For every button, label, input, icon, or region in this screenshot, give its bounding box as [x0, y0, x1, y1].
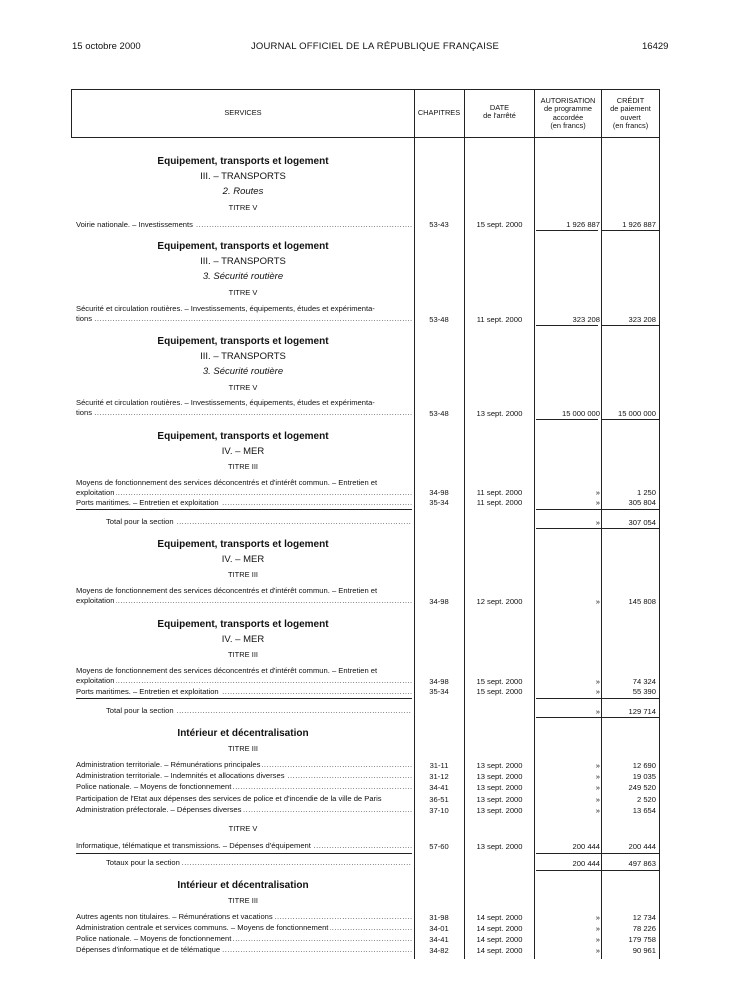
row-chapitre: 53-48 — [429, 315, 449, 324]
row-label-line: Moyens de fonctionnement des services déconcentrés et d'intérêt commun. – Entretien et — [76, 666, 378, 675]
section-title: Intérieur et décentralisation — [177, 880, 309, 891]
row-total-label: Total pour la section ..... — [106, 706, 412, 715]
section-subtitle: III. – TRANSPORTS — [200, 256, 286, 267]
row-chapitre: 31-11 — [429, 761, 449, 770]
col-divider-autorisation — [534, 89, 535, 959]
amount-underline — [602, 419, 659, 420]
row-autorisation: 15 000 000 — [561, 409, 600, 418]
row-chapitre: 34-01 — [429, 924, 449, 933]
amount-underline — [536, 230, 598, 231]
row-label: Autres agents non titulaires. – Rémunérations et vacations ..... — [76, 912, 412, 921]
row-label-line: Sécurité et circulation routières. – Investissements, équipements, études et expérimenta- — [76, 304, 375, 313]
section-subtitle: III. – TRANSPORTS — [200, 171, 286, 182]
row-credit: 78 226 — [632, 924, 656, 933]
row-date: 14 sept. 2000 — [476, 924, 523, 933]
row-credit: 1 926 887 — [622, 220, 656, 229]
colhead-date: DATE de l'arrêté — [483, 103, 516, 121]
rule — [536, 717, 659, 718]
row-autorisation: » — [595, 946, 600, 955]
row-label: Dépenses d'informatique et de télématique ..... — [76, 945, 412, 954]
row-label: Police nationale. – Moyens de fonctionnement ..... — [76, 782, 412, 791]
row-credit: 15 000 000 — [617, 409, 656, 418]
row-label: Voirie nationale. – Investissements ..... — [76, 220, 412, 229]
section-subtitle: III. – TRANSPORTS — [200, 351, 286, 362]
row-date: 13 sept. 2000 — [476, 783, 523, 792]
row-credit: 200 444 — [628, 842, 656, 851]
row-label: Ports maritimes. – Entretien et exploitation ..... — [76, 498, 412, 507]
section-titre: TITRE III — [228, 650, 258, 659]
row-label: Administration préfectorale. – Dépenses diverses ..... — [76, 805, 412, 814]
row-credit: 145 808 — [628, 597, 656, 606]
row-autorisation: » — [595, 498, 600, 507]
row-label: Ports maritimes. – Entretien et exploitation ..... — [76, 687, 412, 696]
row-label: Participation de l'Etat aux dépenses des services de police et d'incendie de la ville de Paris — [76, 794, 382, 803]
row-label: exploitation ..... — [76, 488, 412, 497]
row-chapitre: 34-98 — [429, 677, 449, 686]
row-chapitre: 34-41 — [429, 935, 449, 944]
row-total-autorisation: » — [595, 707, 600, 716]
row-total-credit: 497 863 — [628, 859, 656, 868]
section-title: Intérieur et décentralisation — [177, 728, 309, 739]
row-label: tions ..... — [76, 408, 412, 417]
rule — [536, 853, 659, 854]
row-date: 12 sept. 2000 — [476, 597, 523, 606]
section-title: Equipement, transports et logement — [157, 336, 329, 347]
amount-underline — [602, 325, 659, 326]
colhead-services: SERVICES — [224, 108, 262, 117]
table-top-border — [71, 89, 660, 90]
row-credit: 2 520 — [636, 795, 656, 804]
section-title: Equipement, transports et logement — [157, 619, 329, 630]
row-chapitre: 36-51 — [429, 795, 449, 804]
row-credit: 55 390 — [632, 687, 656, 696]
row-label-line: Sécurité et circulation routières. – Investissements, équipements, études et expérimenta- — [76, 398, 375, 407]
row-label: Administration centrale et services communs. – Moyens de fonctionnement ..... — [76, 923, 412, 932]
amount-underline — [536, 419, 598, 420]
row-credit: 13 654 — [632, 806, 656, 815]
row-date: 13 sept. 2000 — [476, 806, 523, 815]
row-credit: 12 690 — [632, 761, 656, 770]
row-chapitre: 57-60 — [429, 842, 449, 851]
row-date: 15 sept. 2000 — [476, 687, 523, 696]
section-title: Equipement, transports et logement — [157, 241, 329, 252]
header-journal-title: JOURNAL OFFICIEL DE LA RÉPUBLIQUE FRANÇAISE — [250, 41, 500, 52]
row-date: 13 sept. 2000 — [476, 409, 523, 418]
row-chapitre: 34-98 — [429, 488, 449, 497]
rule — [536, 528, 659, 529]
rule — [76, 853, 412, 854]
row-chapitre: 37-10 — [429, 806, 449, 815]
section-titre: TITRE V — [228, 824, 258, 833]
row-total-autorisation: 200 444 — [572, 859, 600, 868]
rule — [536, 870, 659, 871]
row-date: 13 sept. 2000 — [476, 772, 523, 781]
row-chapitre: 35-34 — [429, 687, 449, 696]
row-autorisation: » — [595, 761, 600, 770]
row-label: Administration territoriale. – Indemnités et allocations diverses ..... — [76, 771, 412, 780]
row-chapitre: 34-98 — [429, 597, 449, 606]
row-chapitre: 53-48 — [429, 409, 449, 418]
section-title: Equipement, transports et logement — [157, 156, 329, 167]
row-total-autorisation: » — [595, 518, 600, 527]
row-label: exploitation ..... — [76, 676, 412, 685]
row-date: 15 sept. 2000 — [476, 677, 523, 686]
amount-underline — [602, 230, 659, 231]
rule — [76, 698, 412, 699]
row-credit: 74 324 — [632, 677, 656, 686]
row-chapitre: 34-82 — [429, 946, 449, 955]
row-autorisation: » — [595, 924, 600, 933]
section-titre: TITRE III — [228, 896, 258, 905]
row-date: 13 sept. 2000 — [476, 842, 523, 851]
row-label-line: Moyens de fonctionnement des services déconcentrés et d'intérêt commun. – Entretien et — [76, 478, 378, 487]
section-titre: TITRE V — [228, 288, 258, 297]
row-autorisation: 323 208 — [572, 315, 600, 324]
row-total-credit: 307 054 — [628, 518, 656, 527]
colhead-credit: CRÉDIT de paiement ouvert (en francs) — [610, 96, 651, 131]
colhead-autorisation: AUTORISATION de programme accordée (en francs) — [540, 96, 596, 131]
row-label: Administration territoriale. – Rémunérations principales ..... — [76, 760, 412, 769]
row-date: 11 sept. 2000 — [476, 488, 523, 497]
row-chapitre: 53-43 — [429, 220, 449, 229]
row-label: tions ..... — [76, 314, 412, 323]
row-date: 11 sept. 2000 — [476, 315, 523, 324]
header-date: 15 octobre 2000 — [72, 41, 141, 52]
row-credit: 1 250 — [636, 488, 656, 497]
row-label: Police nationale. – Moyens de fonctionnement ..... — [76, 934, 412, 943]
row-chapitre: 31-98 — [429, 913, 449, 922]
row-label: Informatique, télématique et transmissions. – Dépenses d'équipement ..... — [76, 841, 412, 850]
section-chapter: 2. Routes — [222, 186, 264, 197]
row-date: 13 sept. 2000 — [476, 795, 523, 804]
rule — [536, 698, 659, 699]
row-chapitre: 31-12 — [429, 772, 449, 781]
section-subtitle: IV. – MER — [221, 554, 265, 565]
header-bottom-border — [71, 137, 660, 138]
row-credit: 12 734 — [632, 913, 656, 922]
row-autorisation: » — [595, 687, 600, 696]
row-date: 15 sept. 2000 — [476, 220, 523, 229]
row-autorisation: » — [595, 677, 600, 686]
row-date: 14 sept. 2000 — [476, 935, 523, 944]
row-credit: 323 208 — [628, 315, 656, 324]
section-title: Equipement, transports et logement — [157, 539, 329, 550]
row-label: exploitation ..... — [76, 596, 412, 605]
row-date: 14 sept. 2000 — [476, 946, 523, 955]
row-total-credit: 129 714 — [628, 707, 656, 716]
row-autorisation: » — [595, 935, 600, 944]
row-autorisation: » — [595, 913, 600, 922]
section-title: Equipement, transports et logement — [157, 431, 329, 442]
colhead-chapitres: CHAPITRES — [417, 108, 461, 117]
row-chapitre: 34-41 — [429, 783, 449, 792]
row-autorisation: » — [595, 795, 600, 804]
section-titre: TITRE V — [228, 383, 258, 392]
row-total-label: Total pour la section ..... — [106, 517, 412, 526]
section-titre: TITRE III — [228, 462, 258, 471]
row-label-line: Moyens de fonctionnement des services déconcentrés et d'intérêt commun. – Entretien et — [76, 586, 378, 595]
row-autorisation: » — [595, 806, 600, 815]
header-page-number: 16429 — [642, 41, 669, 52]
row-autorisation: » — [595, 783, 600, 792]
row-credit: 19 035 — [632, 772, 656, 781]
section-subtitle: IV. – MER — [221, 446, 265, 457]
row-total-label: Totaux pour la section ..... — [106, 858, 412, 867]
amount-underline — [536, 325, 598, 326]
row-credit: 249 520 — [628, 783, 656, 792]
row-date: 14 sept. 2000 — [476, 913, 523, 922]
row-date: 13 sept. 2000 — [476, 761, 523, 770]
row-credit: 179 758 — [628, 935, 656, 944]
table-right-border — [659, 89, 660, 959]
row-autorisation: » — [595, 597, 600, 606]
row-autorisation: 200 444 — [572, 842, 600, 851]
section-titre: TITRE V — [228, 203, 258, 212]
row-autorisation: » — [595, 772, 600, 781]
section-subtitle: IV. – MER — [221, 634, 265, 645]
section-chapter: 3. Sécurité routière — [202, 366, 284, 377]
row-credit: 90 961 — [632, 946, 656, 955]
row-autorisation: » — [595, 488, 600, 497]
row-credit: 305 804 — [628, 498, 656, 507]
rule — [536, 509, 659, 510]
section-chapter: 3. Sécurité routière — [202, 271, 284, 282]
row-chapitre: 35-34 — [429, 498, 449, 507]
section-titre: TITRE III — [228, 570, 258, 579]
row-autorisation: 1 926 887 — [566, 220, 600, 229]
section-titre: TITRE III — [228, 744, 258, 753]
row-date: 11 sept. 2000 — [476, 498, 523, 507]
rule — [76, 509, 412, 510]
